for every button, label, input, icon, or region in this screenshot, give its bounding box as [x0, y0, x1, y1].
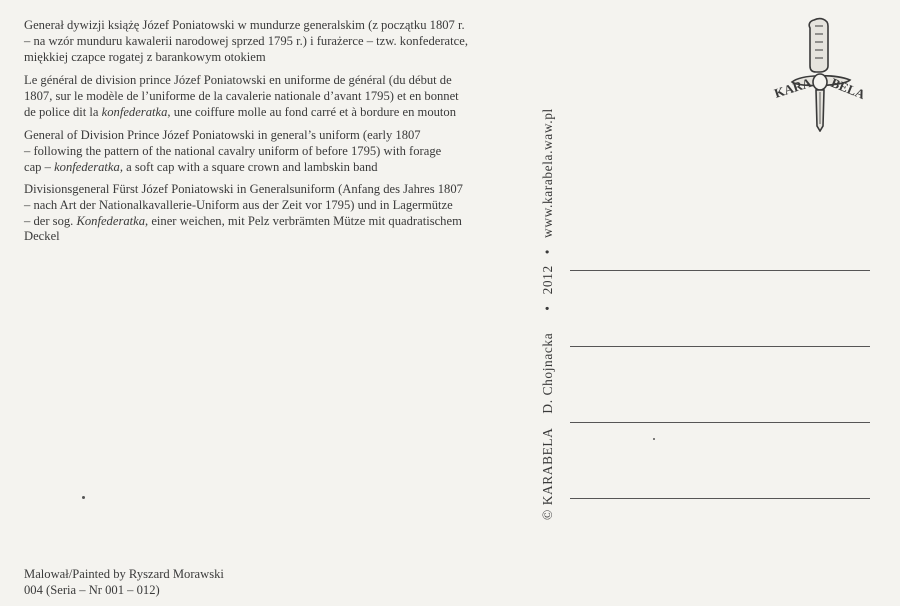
logo-text-right: BELA — [828, 74, 868, 103]
description-line: Generał dywizji książę Józef Poniatowski w mundurze generalskim (z początku 1807 r. — [24, 18, 465, 32]
separator-dot: • — [540, 305, 555, 311]
painter-credits — [24, 566, 224, 598]
description-line: miękkiej czapce rogatej z barankowym otokiem — [24, 49, 266, 64]
description-french — [24, 73, 504, 120]
description-line: Deckel — [24, 229, 60, 244]
address-line — [570, 498, 870, 499]
description-text: – der sog. — [24, 213, 77, 228]
description-term: Konfederatka — [76, 213, 146, 228]
description-english — [24, 128, 504, 175]
karabela-logo — [770, 14, 874, 132]
description-text: , einer weichen, mit Pelz verbrämten Mütze mit quadratischem — [145, 213, 462, 228]
website: www.karabela.waw.pl — [540, 108, 555, 238]
description-polish — [24, 18, 504, 65]
description-line: – nach Art der Nationalkavallerie-Uniform aus der Zeit vor 1795) und in Lagermütze — [24, 197, 453, 212]
description-line: – na wzór munduru kawalerii narodowej sprzed 1795 r.) i furażerce – tzw. konfederatce, — [24, 33, 468, 48]
logo-text-left: KARA — [772, 74, 814, 101]
description-line: Le général de division prince Józef Poniatowski en uniforme de général (du début de — [24, 73, 452, 87]
description-german — [24, 182, 504, 245]
description-term: konfederatka, — [54, 159, 123, 174]
description-text: cap – — [24, 159, 55, 174]
paper-speck — [653, 438, 655, 440]
description-line: 1807, sur le modèle de l’uniforme de la cavalerie nationale d’avant 1795) et en bonnet — [24, 88, 459, 103]
description-line: Divisionsgeneral Fürst Józef Poniatowski in Generalsuniform (Anfang des Jahres 1807 — [24, 182, 463, 196]
description-text: a soft cap with a square crown and lambskin band — [122, 159, 378, 174]
vertical-publisher-credit — [540, 108, 556, 520]
year: 2012 — [540, 265, 555, 295]
description-term: konfederatka — [101, 104, 168, 119]
description-line: – following the pattern of the national cavalry uniform of before 1795) with forage — [24, 143, 442, 158]
description-text: , une coiffure molle au fond carré et à bordure en mouton — [167, 104, 457, 119]
publisher-name: © KARABELA — [540, 427, 555, 520]
address-line — [570, 346, 870, 347]
description-line — [24, 214, 504, 230]
description-line — [24, 105, 504, 121]
description-text: de police dit la — [24, 104, 102, 119]
paper-speck — [82, 496, 85, 499]
painter-line: Malował/Painted by Ryszard Morawski — [24, 567, 224, 581]
address-line — [570, 270, 870, 271]
sabre-hilt-icon — [792, 19, 850, 131]
description-line: General of Division Prince Józef Poniatowski in general’s uniform (early 1807 — [24, 128, 421, 142]
separator-dot: • — [540, 248, 555, 255]
author-name: D. Chojnacka — [540, 332, 555, 414]
description-line — [24, 160, 504, 176]
series-line: 004 (Seria – Nr 001 – 012) — [24, 583, 160, 597]
address-line — [570, 422, 870, 423]
